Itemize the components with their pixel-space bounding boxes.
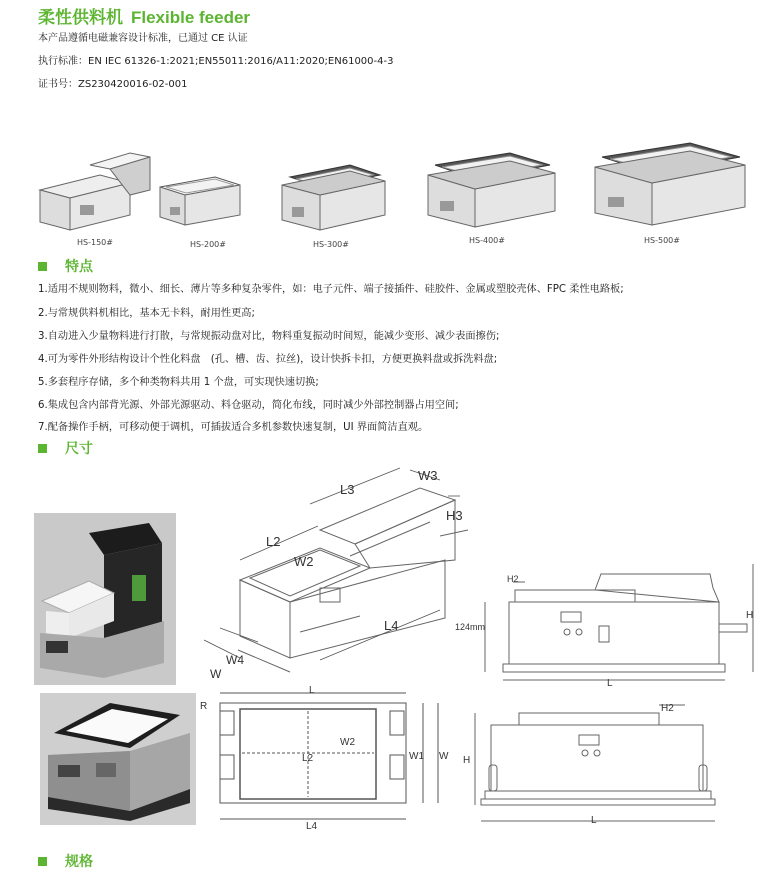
dim-w: W — [439, 751, 449, 762]
dim-124mm: 124mm — [455, 622, 486, 632]
dim-l: L — [607, 678, 613, 689]
dim-l4: L4 — [384, 618, 399, 633]
top-view-dimension-drawing — [198, 683, 460, 833]
dim-w1: W1 — [409, 751, 424, 762]
hs-500-image — [595, 143, 745, 225]
standards-text: 执行标准：EN IEC 61326-1:2021;EN55011:2016/A11:2020;EN61000-4-3 — [38, 56, 394, 67]
model-label: HS-400# — [469, 236, 505, 245]
isometric-dimension-drawing — [200, 460, 470, 680]
dim-h2: H2 — [661, 703, 674, 714]
dim-w4: W4 — [226, 653, 244, 667]
feature-item: 6.集成包含内部背光源、外部光源驱动、料仓驱动，简化布线，同时减少外部控制器占用空间; — [38, 400, 459, 411]
front-view-dimension-drawing — [455, 695, 765, 835]
page-title — [38, 3, 250, 28]
compliance-text: 本产品遵循电磁兼容设计标准，已通过 CE 认证 — [38, 33, 248, 44]
dimensions-heading: 尺寸 — [38, 438, 93, 458]
dim-l2: L2 — [302, 753, 314, 764]
dim-w2: W2 — [340, 737, 355, 748]
side-dimension-drawing — [455, 560, 765, 690]
bullet-square-icon — [38, 857, 47, 866]
hs-200-image — [160, 177, 240, 225]
dim-h3: H3 — [446, 508, 463, 523]
model-label: HS-200# — [190, 240, 226, 249]
specs-heading: 规格 — [38, 851, 93, 871]
product-photo-front — [40, 693, 196, 825]
dim-w2: W2 — [294, 554, 314, 569]
title-cn: 柔性供料机 — [38, 8, 123, 28]
dim-l4: L4 — [306, 821, 318, 832]
model-label: HS-300# — [313, 240, 349, 249]
feature-item: 4.可为零件外形结构设计个性化料盘 (孔、槽、齿、拉丝)，设计快拆卡扣，方便更换料盘或拆洗料盘; — [38, 354, 498, 365]
dim-w: W — [210, 667, 222, 680]
dim-h: H — [746, 610, 754, 621]
dim-l2: L2 — [266, 534, 281, 549]
product-lineup-illustration — [30, 135, 760, 240]
product-photo-side — [34, 513, 176, 685]
dim-w3: W3 — [418, 468, 438, 483]
feature-item: 3.自动进入少量物料进行打散，与常规振动盘对比，物料重复振动时间短，能减少变形、减少表面擦伤; — [38, 331, 500, 342]
dim-h: H — [463, 755, 471, 766]
feature-item: 7.配备操作手柄，可移动便于调机，可插拔适合多机参数快速复制，UI 界面简洁直观。 — [38, 422, 429, 433]
model-label: HS-150# — [77, 238, 113, 247]
hs-400-image — [428, 153, 555, 227]
feature-item: 2.与常规供料机相比，基本无卡料，耐用性更高; — [38, 308, 255, 319]
dim-r: R — [200, 701, 208, 712]
dim-l3: L3 — [340, 482, 355, 497]
feature-item: 5.多套程序存储，多个种类物料共用 1 个盘，可实现快速切换; — [38, 377, 319, 388]
hs-150-image — [40, 153, 150, 230]
bullet-square-icon — [38, 444, 47, 453]
model-label: HS-500# — [644, 236, 680, 245]
feature-item: 1.适用不规则物料，微小、细长、薄片等多种复杂零件，如：电子元件、端子接插件、硅胶件、金属或塑胶壳体、FPC 柔性电路板; — [38, 284, 624, 295]
features-heading: 特点 — [38, 256, 93, 276]
title-en: Flexible feeder — [131, 8, 251, 27]
hs-300-image — [282, 165, 385, 230]
dim-l: L — [309, 685, 315, 696]
dim-l: L — [591, 815, 597, 826]
certificate-text: 证书号：ZS230420016-02-001 — [38, 79, 188, 90]
bullet-square-icon — [38, 262, 47, 271]
dim-h2: H2 — [507, 574, 519, 584]
